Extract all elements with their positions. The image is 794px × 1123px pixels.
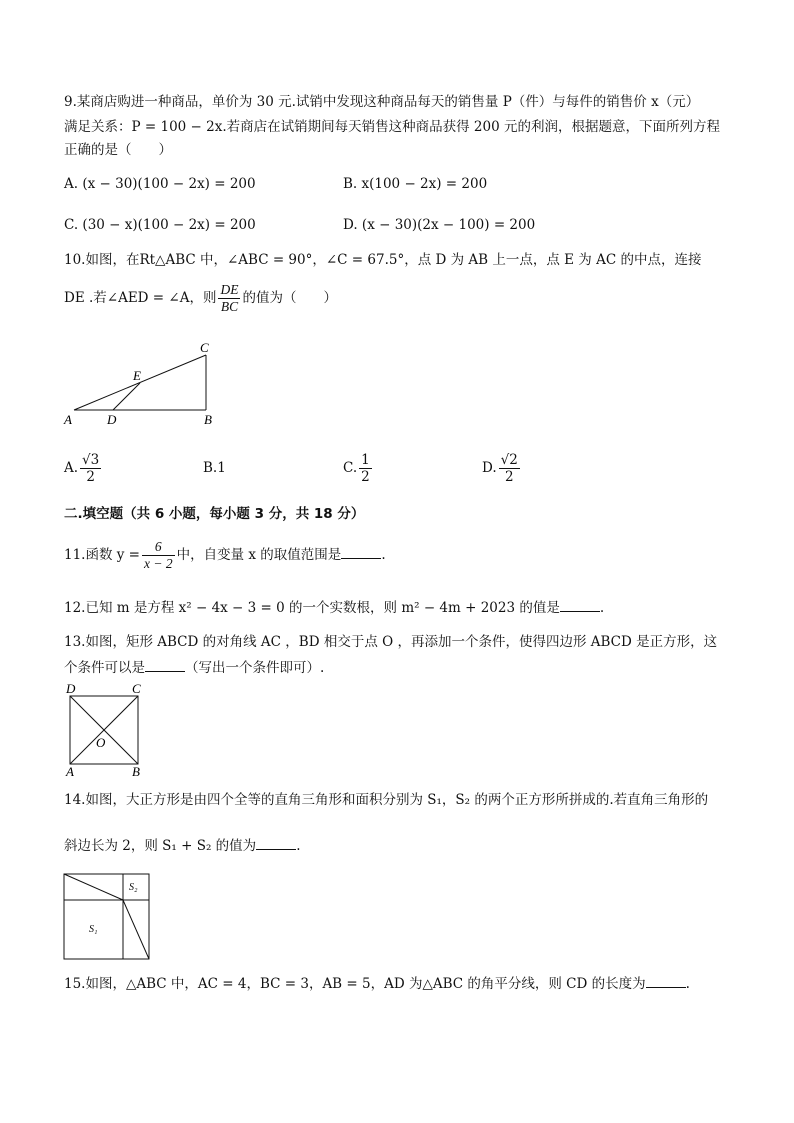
q13-line2 (64, 657, 324, 678)
q11-frac-den: x − 2 (144, 556, 173, 571)
q10-line1: 10.如图，在Rt△ABC 中，∠ABC = 90°，∠C = 67.5°，点 D 为 AB 上一点，点 E 为 AC 的中点，连接 (64, 252, 702, 268)
q10-option-a-label: A. (64, 460, 79, 476)
q11-frac-num: 6 (142, 539, 175, 556)
q10-label-b: B (204, 412, 212, 427)
q9-option-c: C. (30 − x)(100 − 2x) = 200 (64, 217, 256, 233)
q14-label-s1: S₁ (89, 924, 98, 935)
q12-line: 12.已知 m 是方程 x² − 4x − 3 = 0 的一个实数根，则 m² − 4m + 2023 的值是 . (64, 597, 604, 618)
q10-option-c-frac (359, 452, 372, 485)
q10-label-c: C (200, 340, 209, 355)
q13-answer-blank (145, 657, 185, 672)
q11-line: 11.函数 y = $\frac{6}{x - 2}$ 中，自变量 x 的取值范围是 . (64, 539, 386, 571)
q14-figure (63, 873, 153, 963)
q13-line1: 13.如图，矩形 ABCD 的对角线 AC ，BD 相交于点 O ，再添加一个条件，使得四边形 ABCD 是正方形，这 (64, 634, 718, 650)
q15-line: 15.如图，△ABC 中，AC = 4，BC = 3，AB = 5，AD 为△ABC 的角平分线，则 CD 的长度为 . (64, 973, 690, 994)
q10-line2-post: 的值为（ ） (242, 290, 337, 306)
q9-option-a: A. (x − 30)(100 − 2x) = 200 (64, 176, 256, 192)
q9-line1: 9.某商店购进一种商品，单价为 30 元.试销中发现这种商品每天的销售量 P（件）与每件的销售价 x（元） (64, 94, 700, 110)
q13-label-d: D (66, 681, 76, 696)
q10-label-e: E (133, 368, 141, 383)
q10-frac-num: DE (220, 282, 239, 297)
q10-figure (60, 338, 230, 430)
q13-label-b: B (132, 764, 140, 779)
q9-line3: 正确的是（ ） (64, 142, 172, 158)
q10-option-d-label: D. (482, 460, 497, 476)
q11-answer-blank (341, 544, 381, 559)
q13-figure (60, 680, 160, 780)
q10-option-a-num: √3 (82, 452, 100, 468)
q9-option-d: D. (x − 30)(2x − 100) = 200 (343, 217, 536, 233)
q14-line2: 斜边长为 2，则 S₁ + S₂ 的值为 . (64, 835, 300, 856)
q10-option-a-frac (80, 452, 101, 485)
q11-post: 中，自变量 x 的取值范围是 (176, 547, 342, 563)
q10-option-d-frac (499, 452, 520, 485)
q11-fraction (142, 539, 175, 572)
q10-option-a (64, 448, 103, 488)
q14-line1: 14.如图，大正方形是由四个全等的直角三角形和面积分别为 S₁，S₂ 的两个正方形所拼成的.若直角三角形的 (64, 792, 709, 808)
q9-option-b: B. x(100 − 2x) = 200 (343, 176, 488, 192)
q10-option-c-num: 1 (361, 452, 370, 468)
q13-label-o: O (96, 735, 106, 750)
q10-option-c-den: 2 (361, 469, 370, 485)
q13-line2-post: （写出一个条件即可）. (185, 660, 325, 676)
q12-answer-blank (560, 597, 600, 612)
q10-label-a: A (64, 412, 72, 427)
q9-line2: 满足关系：P = 100 − 2x.若商店在试销期间每天销售这种商品获得 200 元的利润，根据题意，下面所列方程 (64, 119, 720, 135)
q10-option-d (482, 448, 522, 488)
q10-option-d-den: 2 (504, 469, 514, 485)
q10-option-c-label: C. (343, 460, 358, 476)
q13-label-c: C (132, 681, 141, 696)
section-heading: 二.填空题（共 6 小题，每小题 3 分，共 18 分） (64, 506, 365, 522)
q10-fraction (218, 282, 240, 315)
q10-frac-den: BC (220, 299, 239, 314)
q10-option-c (343, 448, 374, 488)
q10-label-d: D (107, 412, 117, 427)
q10-option-b: B.1 (203, 460, 226, 476)
q10-line2-pre: DE .若∠AED = ∠A，则 (64, 290, 217, 306)
q14-line2-text: 斜边长为 2，则 S₁ + S₂ 的值为 (64, 838, 257, 854)
q15-answer-blank (646, 973, 686, 988)
q12-text: 12.已知 m 是方程 x² − 4x − 3 = 0 的一个实数根，则 m² − 4m + 2023 的值是 (64, 600, 560, 616)
q10-option-a-den: 2 (86, 469, 95, 485)
q10-option-d-num: √2 (500, 452, 518, 468)
q14-label-s2: S₂ (129, 882, 138, 893)
q15-text: 15.如图，△ABC 中，AC = 4，BC = 3，AB = 5，AD 为△ABC 的角平分线，则 CD 的长度为 (64, 976, 646, 992)
q14-answer-blank (256, 835, 296, 850)
q13-line2-pre: 个条件可以是 (64, 660, 145, 676)
q13-label-a: A (66, 764, 74, 779)
q11-pre: 11.函数 y = (64, 547, 140, 563)
q10-line2 (64, 280, 337, 316)
